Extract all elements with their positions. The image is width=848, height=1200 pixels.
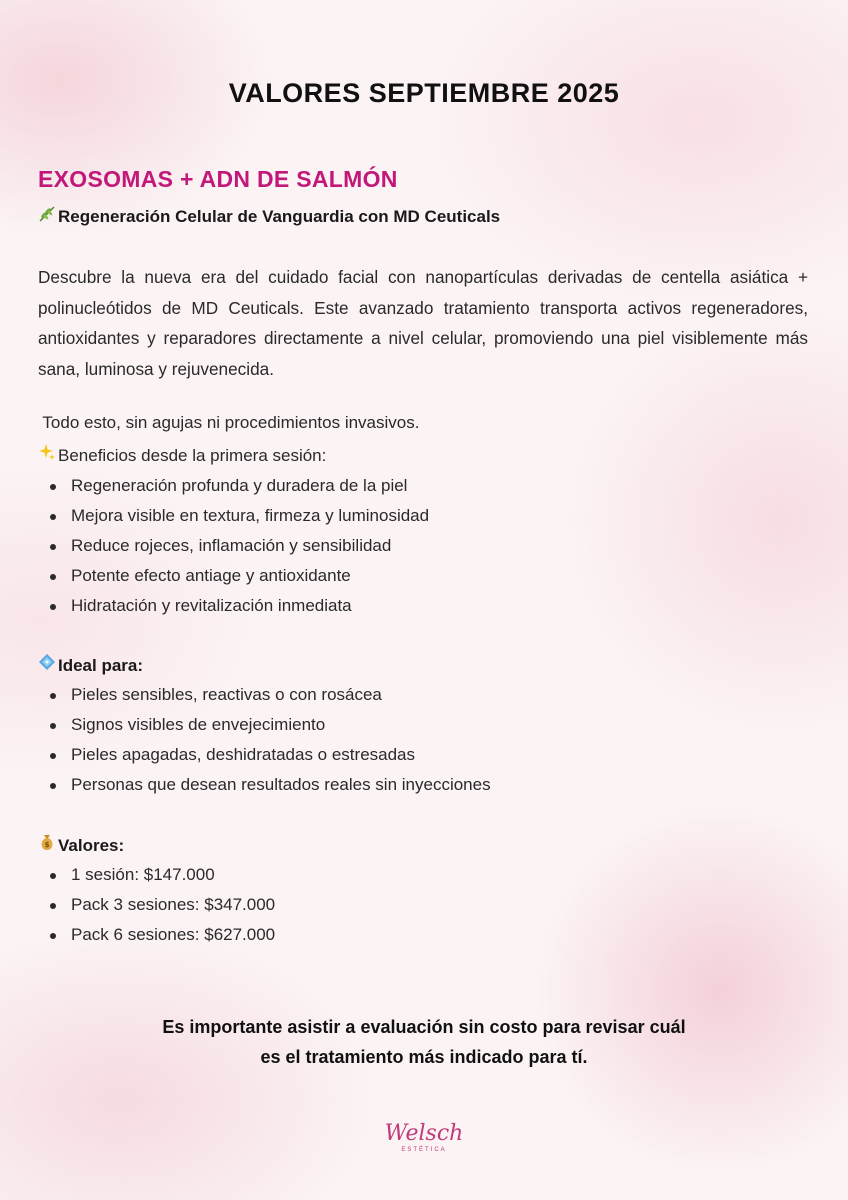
list-item: Pack 6 sesiones: $627.000: [44, 920, 275, 950]
sparkles-icon: [38, 443, 58, 466]
no-needles-line: Todo esto, sin agujas ni procedimientos invasivos.: [38, 413, 420, 432]
list-item: 1 sesión: $147.000: [44, 860, 275, 890]
benefits-list: [44, 471, 429, 621]
evaluation-note: [0, 1012, 848, 1072]
list-item: Reduce rojeces, inflamación y sensibilidad: [44, 531, 429, 561]
treatment-name: EXOSOMAS + ADN DE SALMÓN: [38, 166, 398, 192]
list-item: Personas que desean resultados reales sin inyecciones: [44, 770, 491, 800]
subtitle-text: Regeneración Celular de Vanguardia con MD Ceuticals: [58, 207, 501, 226]
list-item: Hidratación y revitalización inmediata: [44, 591, 429, 621]
list-item: Pack 3 sesiones: $347.000: [44, 890, 275, 920]
diamond-icon: [38, 653, 58, 676]
prices-heading-text: Valores:: [58, 836, 125, 855]
logo-name: Welsch: [384, 1121, 464, 1146]
note-line-2: es el tratamiento más indicado para tí.: [260, 1047, 588, 1067]
benefits-heading-text: Beneficios desde la primera sesión:: [58, 446, 327, 465]
list-item: Signos visibles de envejecimiento: [44, 710, 491, 740]
logo-subtitle: ESTÉTICA: [401, 1147, 447, 1153]
money-bag-icon: [38, 833, 58, 856]
prices-heading: [38, 833, 124, 856]
svg-text:$: $: [44, 841, 50, 849]
ideal-list: [44, 680, 491, 800]
list-item: Pieles sensibles, reactivas o con rosácea: [44, 680, 491, 710]
prices-list: [44, 860, 275, 950]
herb-icon: [38, 206, 58, 227]
treatment-description: Descubre la nueva era del cuidado facial con nanopartículas derivadas de centella asiática + polinucleótidos de MD Ceuticals. Este avanzado tratamiento transporta activos regeneradores, antioxidantes y reparadores directamente a nivel celular, promoviendo una piel visiblemente más sana, luminosa y rejuvenecida.: [38, 267, 808, 379]
list-item: Potente efecto antiage y antioxidante: [44, 561, 429, 591]
ideal-heading: [38, 653, 143, 676]
list-item: Pieles apagadas, deshidratadas o estresadas: [44, 740, 491, 770]
page-title: VALORES SEPTIEMBRE 2025: [228, 78, 620, 108]
brand-logo: [374, 1122, 474, 1154]
list-item: Regeneración profunda y duradera de la piel: [44, 471, 429, 501]
note-line-1: Es importante asistir a evaluación sin costo para revisar cuál: [162, 1017, 686, 1037]
ideal-heading-text: Ideal para:: [58, 656, 144, 675]
treatment-subtitle: [38, 206, 500, 227]
benefits-heading: [38, 443, 326, 466]
list-item: Mejora visible en textura, firmeza y luminosidad: [44, 501, 429, 531]
